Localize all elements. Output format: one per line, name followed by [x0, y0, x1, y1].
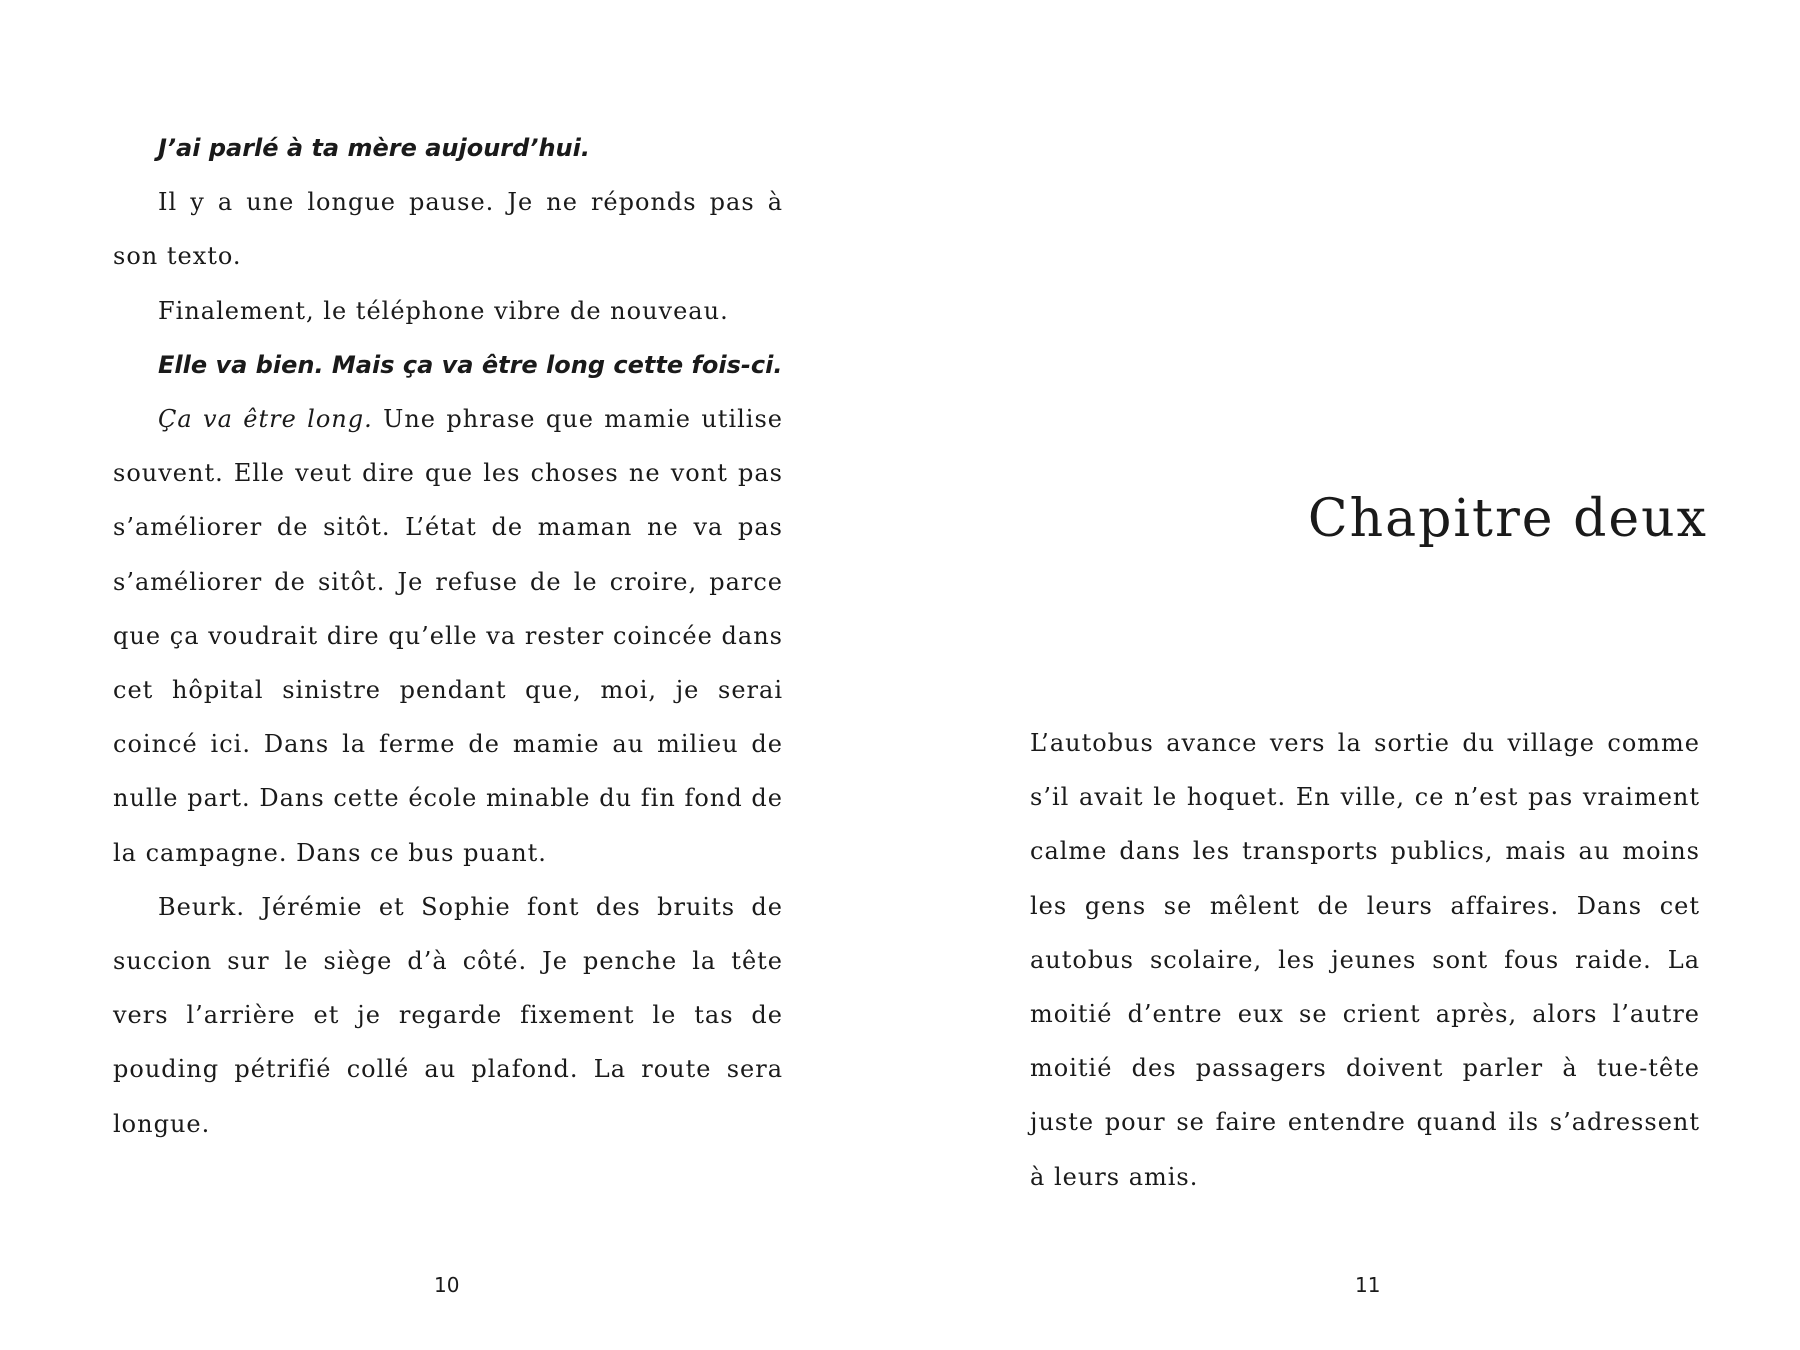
- paragraph-long-pause: Il y a une longue pause. Je ne réponds pas à son texto.: [113, 188, 783, 271]
- text-message-mother: J’ai parlé à ta mère aujourd’hui.: [158, 134, 590, 162]
- page-number-right: 11: [1355, 1273, 1381, 1297]
- paragraph-autobus: L’autobus avance vers la sortie du village comme s’il avait le hoquet. En ville, ce n’est pas vraiment calme dans les transports publics, mais au moins les gens se mêlent de leurs affaires. Dans cet autobus scolaire, les jeunes sont fous raide. La moitié d’entre eux se crient après, alors l’autre moitié des passagers doivent parler à tue-tête juste pour se faire entendre quand ils s’adressent à leurs amis.: [1030, 729, 1700, 1191]
- left-page-text: [113, 121, 783, 1151]
- paragraph-phone-vibrates: Finalement, le téléphone vibre de nouveau.: [158, 296, 729, 325]
- text-message-she-is-fine: Elle va bien. Mais ça va être long cette fois-ci.: [158, 350, 783, 379]
- paragraph-ca-va-etre-long: [113, 392, 783, 880]
- right-page-text: [1030, 716, 1700, 1204]
- right-page: [900, 0, 1800, 1350]
- paragraph-beurk: Beurk. Jérémie et Sophie font des bruits de succion sur le siège d’à côté. Je penche la tête vers l’arrière et je regarde fixement le tas de pouding pétrifié collé au plafond. La route sera longue.: [113, 892, 783, 1138]
- page-number-left: 10: [434, 1273, 460, 1297]
- paragraph-ca-va-etre-long-body: Une phrase que mamie utilise souvent. Elle veut dire que les choses ne vont pas s’améliorer de sitôt. L’état de maman ne va pas s’améliorer de sitôt. Je refuse de le croire, parce que ça voudrait dire qu’elle va rester coincée dans cet hôpital sinistre pendant que, moi, je serai coincé ici. Dans la ferme de mamie au milieu de nulle part. Dans cette école minable du fin fond de la campagne. Dans ce bus puant.: [113, 405, 783, 867]
- italic-phrase: Ça va être long.: [158, 405, 373, 434]
- chapter-title: Chapitre deux: [1307, 489, 1708, 549]
